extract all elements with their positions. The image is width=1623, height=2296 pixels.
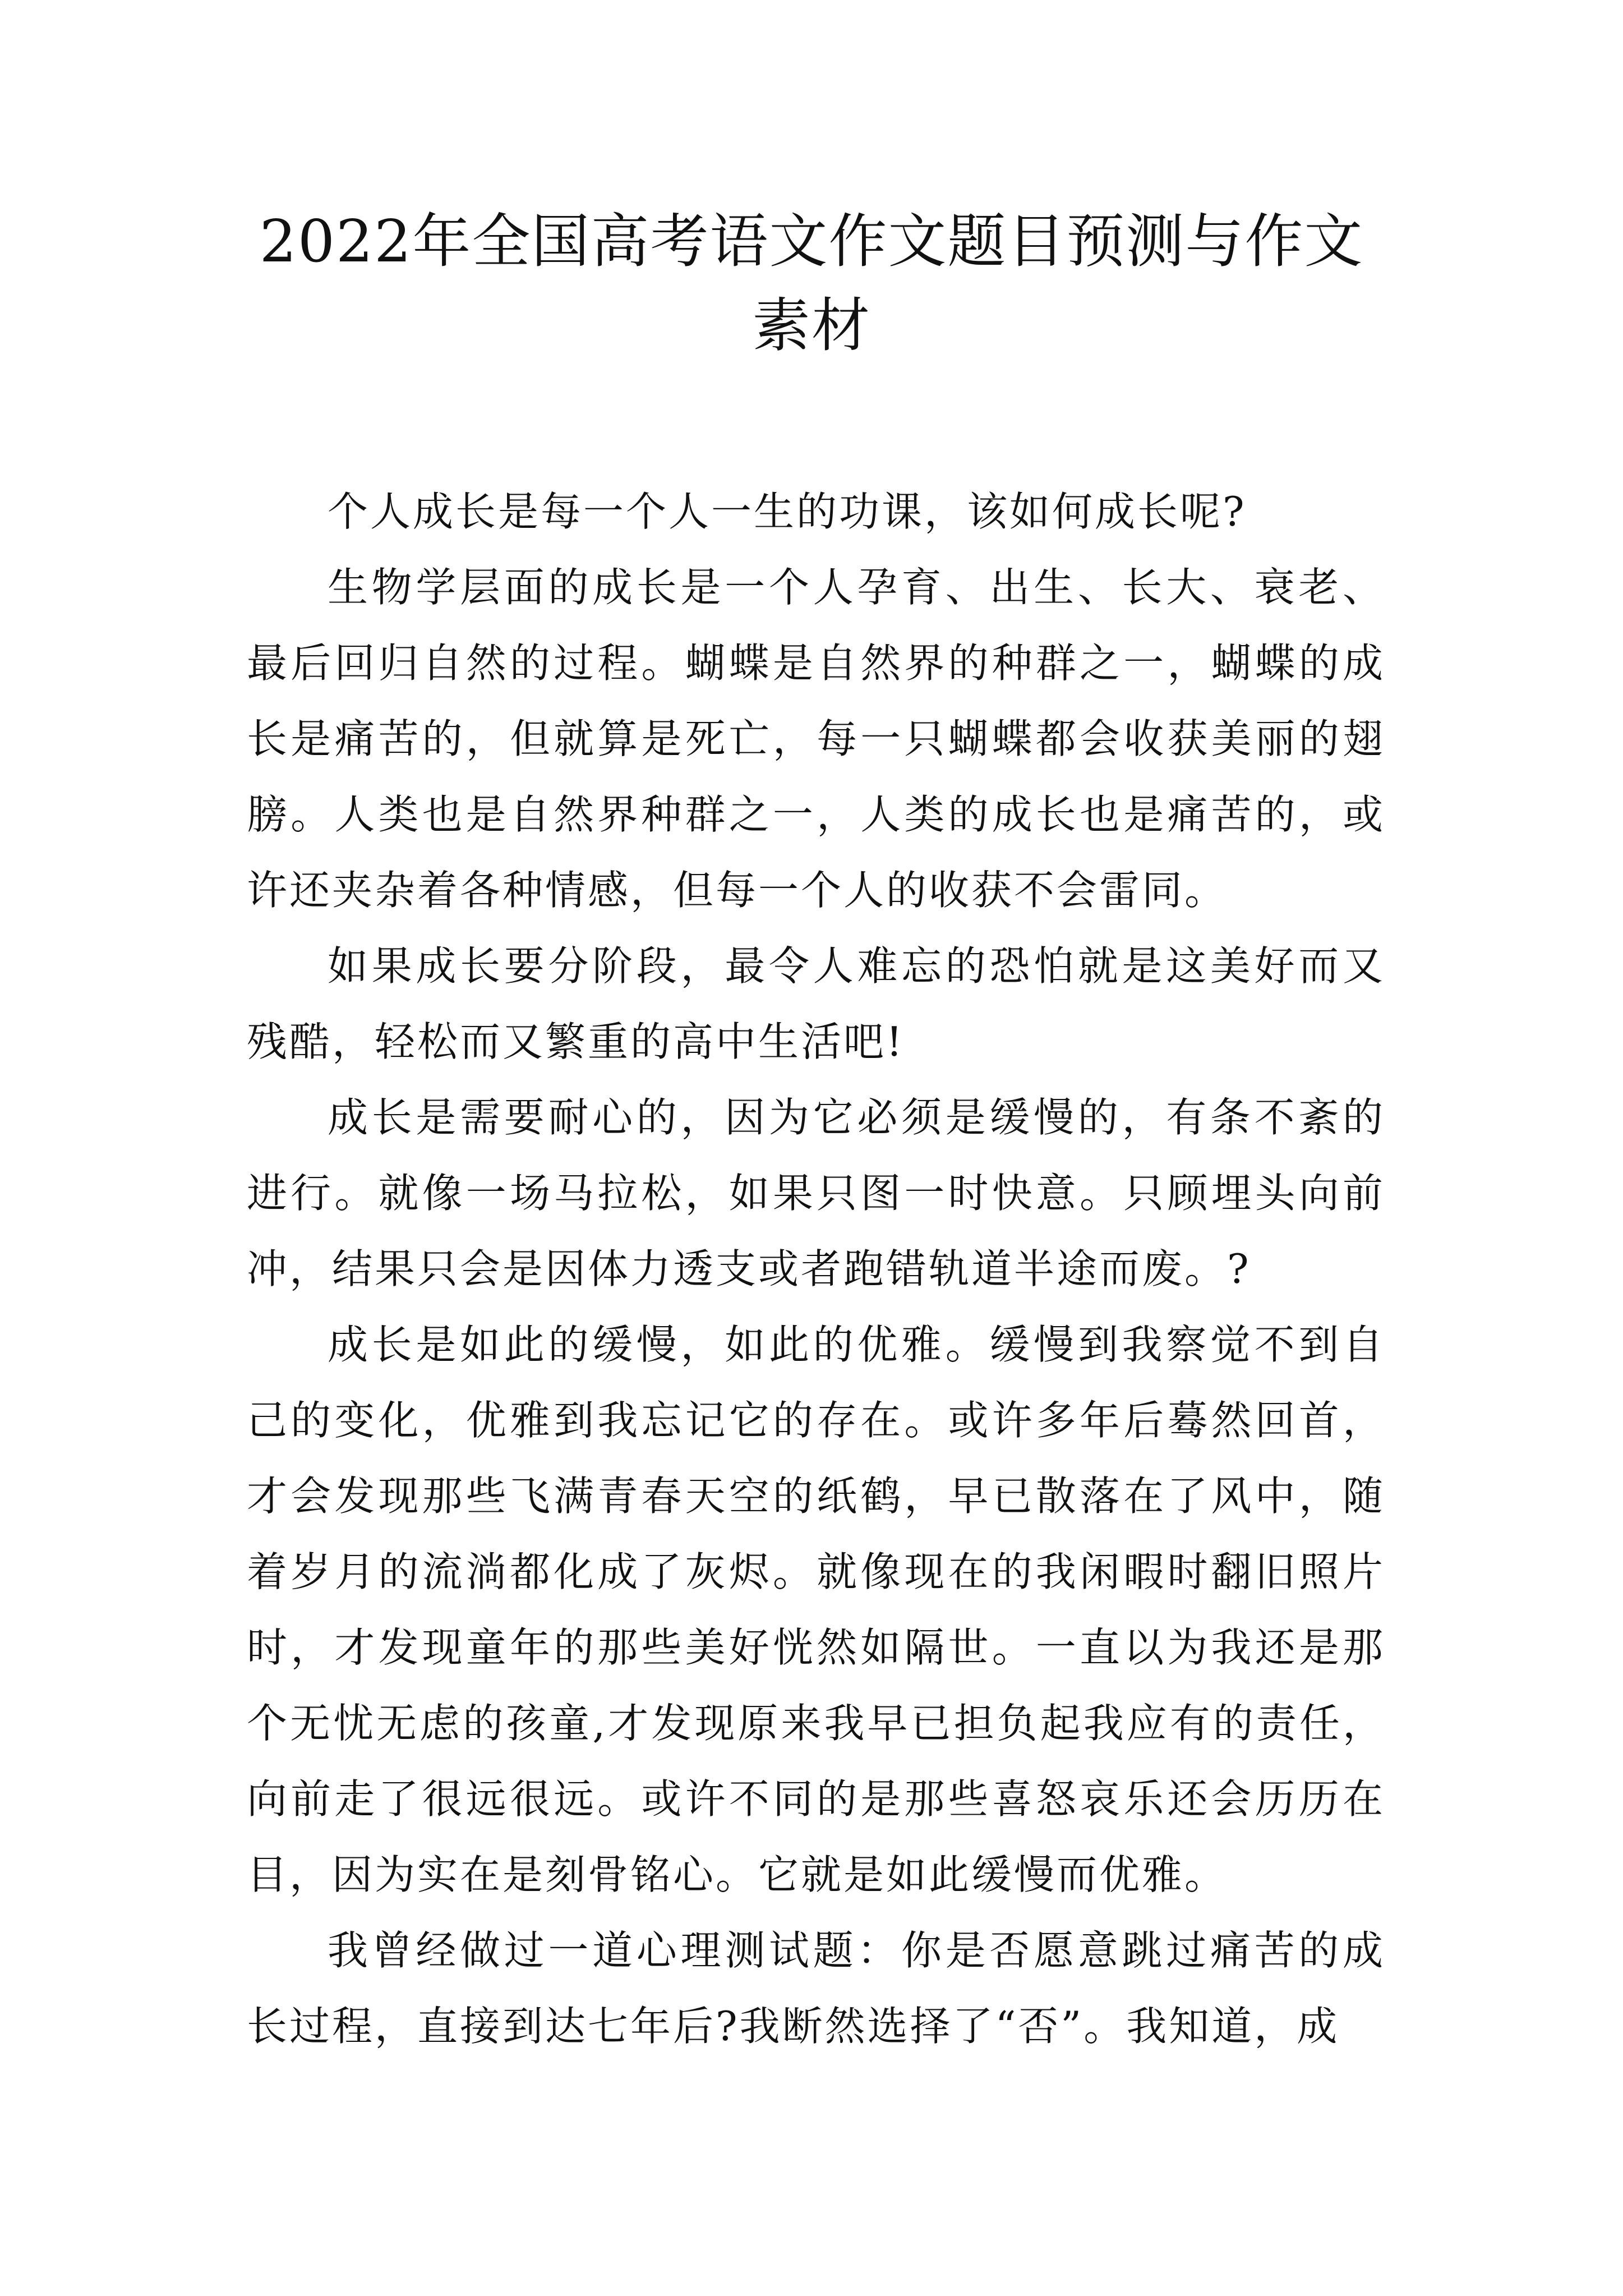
paragraph-5: 成长是如此的缓慢，如此的优雅。缓慢到我察觉不到自己的变化，优雅到我忘记它的存在。或许多年后蓦然回首，才会发现那些飞满青春天空的纸鹤，早已散落在了风中，随着岁月的流淌都化成了灰烬。就像现在的我闲暇时翻旧照片时，才发现童年的那些美好恍然如隔世。一直以为我还是那个无忧无虑的孩童,才发现原来我早已担负起我应有的责任，向前走了很远很远。或许不同的是那些喜怒哀乐还会历历在目，因为实在是刻骨铭心。它就是如此缓慢而优雅。 [247, 1321, 1385, 1898]
paragraph-3: 如果成长要分阶段，最令人难忘的恐怕就是这美好而又残酷，轻松而又繁重的高中生活吧! [247, 942, 1385, 1065]
document-title: 2022年全国高考语文作文题目预测与作文素材 [259, 207, 1364, 360]
paragraph-4: 成长是需要耐心的，因为它必须是缓慢的，有条不紊的进行。就像一场马拉松，如果只图一时快意。只顾埋头向前冲，结果只会是因体力透支或者跑错轨道半途而废。? [247, 1094, 1385, 1292]
paragraph-2: 生物学层面的成长是一个人孕育、出生、长大、衰老、最后回归自然的过程。蝴蝶是自然界的种群之一，蝴蝶的成长是痛苦的，但就算是死亡，每一只蝴蝶都会收获美丽的翅膀。人类也是自然界种群之一，人类的成长也是痛苦的，或许还夹杂着各种情感，但每一个人的收获不会雷同。 [247, 564, 1385, 914]
document-body [247, 474, 1385, 2064]
paragraph-1: 个人成长是每一个人一生的功课，该如何成长呢? [328, 488, 1247, 535]
paragraph-6: 我曾经做过一道心理测试题：你是否愿意跳过痛苦的成长过程，直接到达七年后?我断然选择了“否”。我知道，成 [247, 1927, 1385, 2050]
